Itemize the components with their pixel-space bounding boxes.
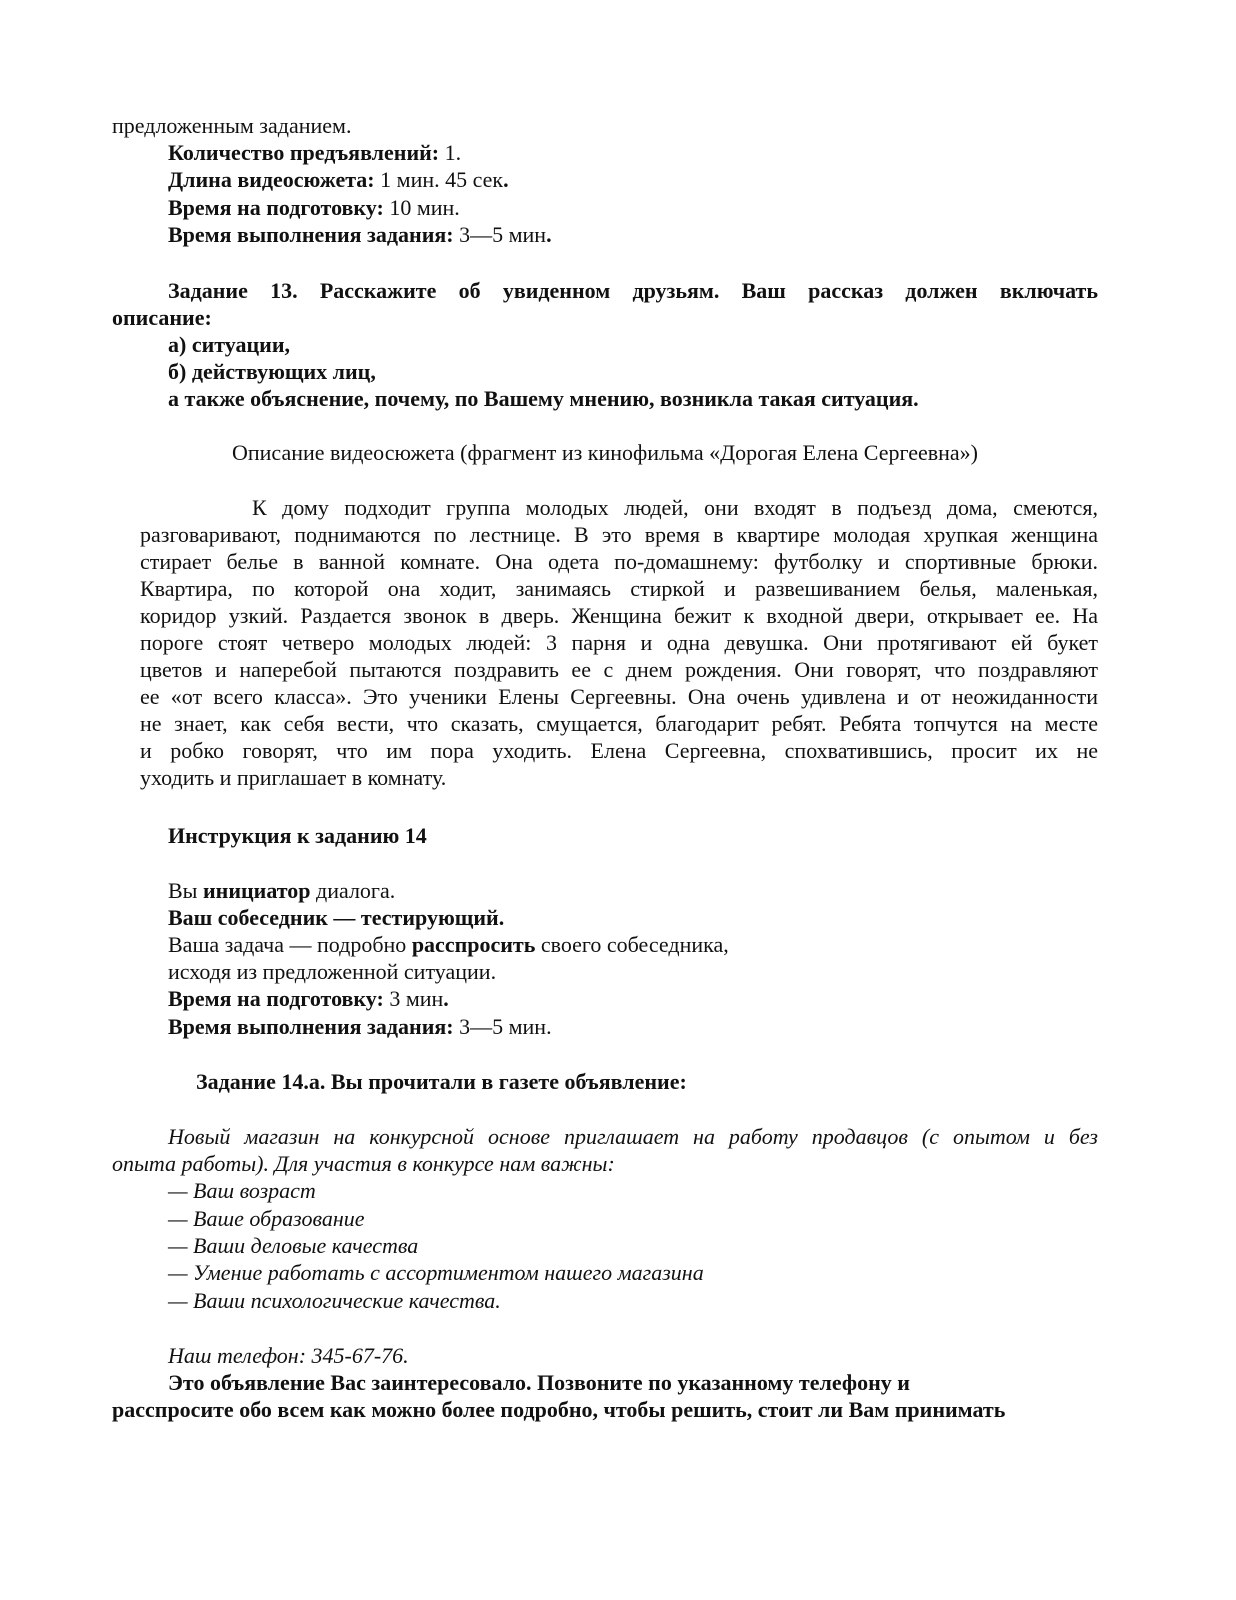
desc-line: стирает белье в ванной комнате. Она одета по-домашнему: футболку и спортивные брюки. (140, 549, 1098, 574)
param-exec-time (168, 221, 552, 248)
ad-item: — Умение работать с ассортиментом нашего магазина (168, 1260, 704, 1285)
ad-item: — Ваш возраст (168, 1178, 316, 1203)
desc-line: коридор узкий. Раздается звонок в дверь. Женщина бежит к входной двери, открывает ее. На (140, 603, 1098, 628)
param-label: Время на подготовку: (168, 986, 384, 1011)
desc-line: пороге стоят четверо молодых людей: 3 парня и одна девушка. Они протягивают ей букет (140, 630, 1098, 655)
param-value: 3—5 мин (453, 222, 547, 247)
video-caption: Описание видеосюжета (фрагмент из кинофильма «Дорогая Елена Сергеевна») (232, 440, 978, 465)
text-fragment: Ваша задача — подробно (168, 932, 412, 957)
desc-line: и робко говорят, что им пора уходить. Елена Сергеевна, спохватившись, просит их не (140, 738, 1098, 763)
instr14-line4: исходя из предложенной ситуации. (168, 959, 497, 984)
ad-item: — Ваши деловые качества (168, 1233, 419, 1258)
param-presentations (168, 139, 461, 166)
intro-tail: предложенным заданием. (112, 113, 352, 138)
ad-line1: Новый магазин на конкурсной основе приглашает на работу продавцов (с опытом и без (168, 1124, 1098, 1149)
param-label: Длина видеосюжета: (168, 167, 375, 192)
param-tail: . (546, 222, 552, 247)
text-fragment: своего собеседника, (535, 932, 729, 957)
instr14-prep-time (168, 985, 449, 1012)
desc-line: Квартира, по которой она ходит, занимаясь стиркой и развешиванием белья, маленькая, (140, 576, 1098, 601)
text-fragment-bold: расспросить (411, 932, 536, 957)
closing-line2: расспросите обо всем как можно более подробно, чтобы решить, стоит ли Вам принимать (112, 1397, 1006, 1422)
closing-line1: Это объявление Вас заинтересовало. Позвоните по указанному телефону и (168, 1370, 910, 1395)
param-label: Время выполнения задания: (168, 222, 454, 247)
ad-item: — Ваше образование (168, 1206, 365, 1231)
instr14-heading: Инструкция к заданию 14 (168, 823, 427, 848)
param-prep-time (168, 194, 460, 221)
task13-heading: Задание 13. Расскажите об увиденном друзьям. Ваш рассказ должен включать (168, 278, 1098, 303)
param-label: Количество предъявлений: (168, 140, 440, 165)
text-fragment-bold: инициатор (202, 878, 311, 903)
task13-item-a: а) ситуации, (168, 332, 291, 357)
param-tail: . (443, 986, 449, 1011)
param-value: 3 мин (383, 986, 444, 1011)
ad-item: — Ваши психологические качества. (168, 1288, 501, 1313)
desc-line: цветов и наперебой пытаются поздравить ее с днем рождения. Они говорят, что поздравляют (140, 657, 1098, 682)
param-value: 3—5 мин. (453, 1014, 552, 1039)
instr14-exec-time (168, 1013, 552, 1040)
desc-line: ее «от всего класса». Это ученики Елены Сергеевны. Она очень удивлена и от неожиданности (140, 684, 1098, 709)
instr14-line3 (168, 931, 729, 958)
desc-line: разговаривают, поднимаются по лестнице. В это время в квартире молодая хрупкая женщина (140, 522, 1098, 547)
instr14-line2: Ваш собеседник — тестирующий. (168, 905, 505, 930)
ad-line2: опыта работы). Для участия в конкурсе нам важны: (112, 1151, 615, 1176)
ad-phone: Наш телефон: 345-67-76. (168, 1343, 409, 1368)
param-value: 1. (439, 140, 462, 165)
task13-heading-cont: описание: (112, 305, 212, 330)
text-fragment: диалога. (310, 878, 396, 903)
param-tail: . (503, 167, 509, 192)
video-description (140, 494, 1098, 791)
instr14-line1 (168, 877, 395, 904)
desc-line: уходить и приглашает в комнату. (140, 765, 447, 790)
text-fragment: Вы (168, 878, 203, 903)
param-label: Время выполнения задания: (168, 1014, 454, 1039)
desc-line: не знает, как себя вести, что сказать, смущается, благодарит ребят. Ребята топчутся на месте (140, 711, 1098, 736)
param-video-length (168, 166, 509, 193)
param-value: 10 мин. (383, 195, 460, 220)
desc-line: К дому подходит группа молодых людей, они входят в подъезд дома, смеются, (252, 495, 1098, 520)
param-value: 1 мин. 45 сек (374, 167, 504, 192)
task14a-heading: Задание 14.а. Вы прочитали в газете объявление: (196, 1069, 687, 1094)
task13-item-b: б) действующих лиц, (168, 359, 376, 384)
task13-also: а также объяснение, почему, по Вашему мнению, возникла такая ситуация. (168, 386, 919, 411)
param-label: Время на подготовку: (168, 195, 384, 220)
